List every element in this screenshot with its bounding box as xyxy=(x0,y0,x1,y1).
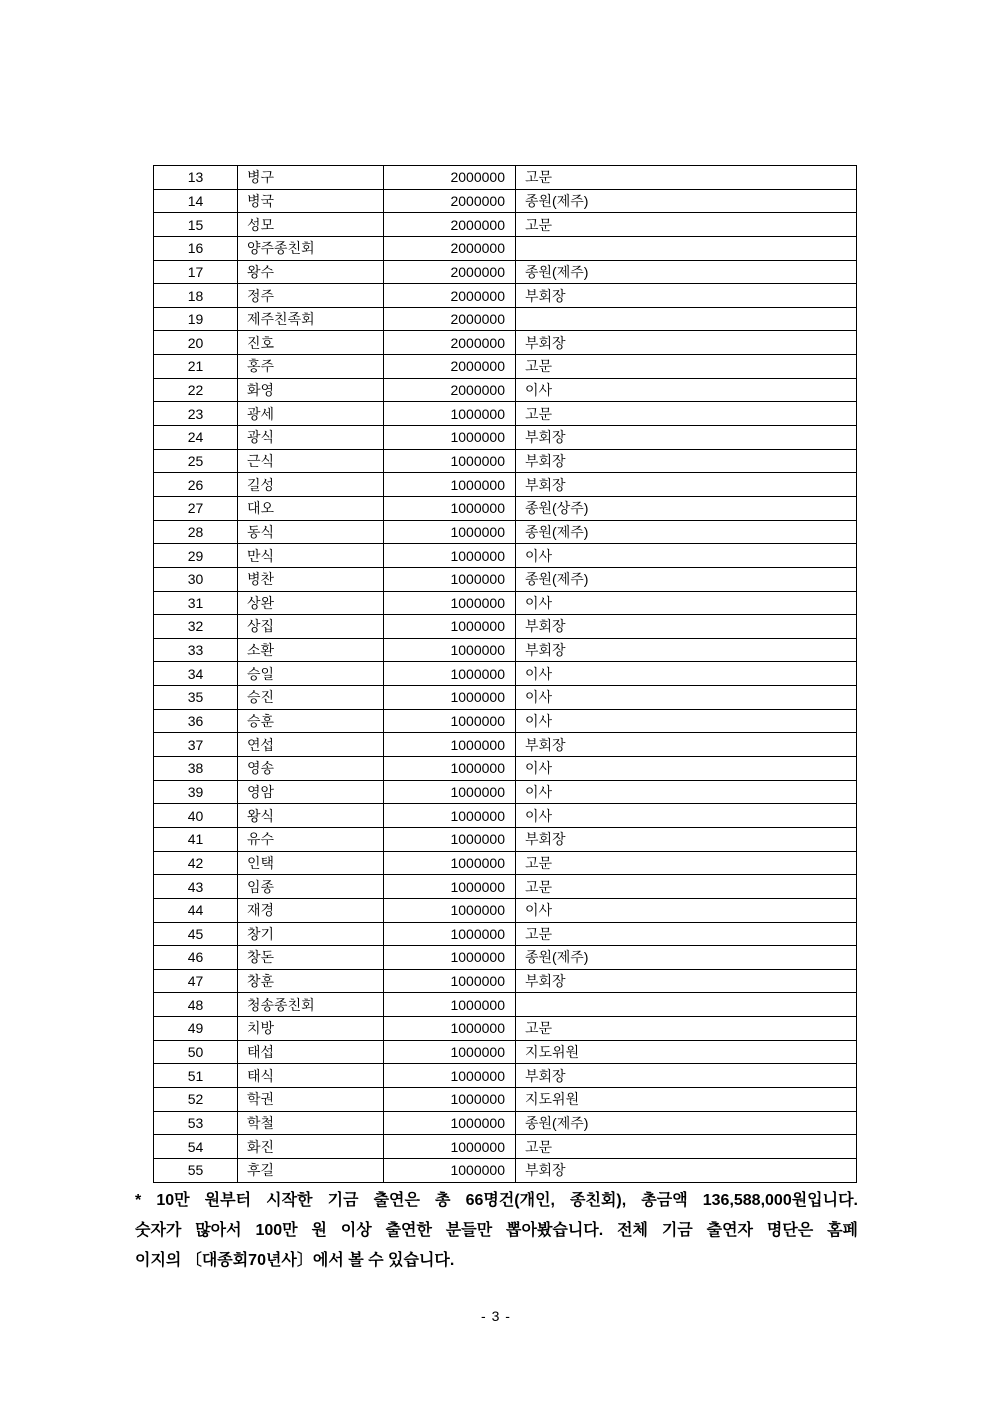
amount-cell: 1000000 xyxy=(384,638,516,662)
role-cell: 고문 xyxy=(516,1017,857,1041)
row-number-cell: 44 xyxy=(154,898,238,922)
amount-cell: 2000000 xyxy=(384,378,516,402)
table-row xyxy=(154,496,857,520)
amount-cell: 1000000 xyxy=(384,1111,516,1135)
role-cell: 지도위원 xyxy=(516,1087,857,1111)
amount-cell: 2000000 xyxy=(384,284,516,308)
amount-cell: 1000000 xyxy=(384,851,516,875)
amount-cell: 1000000 xyxy=(384,520,516,544)
donor-name-cell: 유수 xyxy=(238,827,384,851)
row-number-cell: 47 xyxy=(154,969,238,993)
amount-cell: 1000000 xyxy=(384,993,516,1017)
donor-name-cell: 재경 xyxy=(238,898,384,922)
row-number-cell: 34 xyxy=(154,662,238,686)
donor-name-cell: 승일 xyxy=(238,662,384,686)
table-row xyxy=(154,827,857,851)
donor-name-cell: 홍주 xyxy=(238,355,384,379)
role-cell: 부회장 xyxy=(516,1158,857,1182)
donor-name-cell: 치방 xyxy=(238,1017,384,1041)
table-row xyxy=(154,426,857,450)
amount-cell: 1000000 xyxy=(384,686,516,710)
role-cell: 부회장 xyxy=(516,331,857,355)
row-number-cell: 25 xyxy=(154,449,238,473)
donor-name-cell: 상집 xyxy=(238,615,384,639)
table-row xyxy=(154,378,857,402)
row-number-cell: 52 xyxy=(154,1087,238,1111)
role-cell: 부회장 xyxy=(516,827,857,851)
amount-cell: 1000000 xyxy=(384,662,516,686)
table-row xyxy=(154,757,857,781)
table-row xyxy=(154,1111,857,1135)
role-cell: 이사 xyxy=(516,804,857,828)
amount-cell: 2000000 xyxy=(384,355,516,379)
donor-name-cell: 제주친족회 xyxy=(238,307,384,331)
row-number-cell: 18 xyxy=(154,284,238,308)
row-number-cell: 28 xyxy=(154,520,238,544)
amount-cell: 2000000 xyxy=(384,307,516,331)
role-cell: 고문 xyxy=(516,213,857,237)
role-cell: 고문 xyxy=(516,402,857,426)
donor-name-cell: 병찬 xyxy=(238,567,384,591)
role-cell: 이사 xyxy=(516,686,857,710)
role-cell: 부회장 xyxy=(516,284,857,308)
role-cell: 종원(제주) xyxy=(516,189,857,213)
amount-cell: 1000000 xyxy=(384,1087,516,1111)
row-number-cell: 21 xyxy=(154,355,238,379)
donor-name-cell: 정주 xyxy=(238,284,384,308)
row-number-cell: 24 xyxy=(154,426,238,450)
role-cell: 부회장 xyxy=(516,449,857,473)
amount-cell: 1000000 xyxy=(384,1017,516,1041)
role-cell: 이사 xyxy=(516,709,857,733)
table-row xyxy=(154,898,857,922)
table-row xyxy=(154,473,857,497)
donor-name-cell: 창기 xyxy=(238,922,384,946)
amount-cell: 1000000 xyxy=(384,1064,516,1088)
table-row xyxy=(154,780,857,804)
role-cell: 부회장 xyxy=(516,473,857,497)
donor-name-cell: 영암 xyxy=(238,780,384,804)
donor-name-cell: 청송종친회 xyxy=(238,993,384,1017)
role-cell: 고문 xyxy=(516,875,857,899)
table-row xyxy=(154,567,857,591)
donor-name-cell: 학권 xyxy=(238,1087,384,1111)
donor-name-cell: 병구 xyxy=(238,166,384,190)
donor-name-cell: 화영 xyxy=(238,378,384,402)
table-row xyxy=(154,1017,857,1041)
table-row xyxy=(154,922,857,946)
row-number-cell: 50 xyxy=(154,1040,238,1064)
row-number-cell: 37 xyxy=(154,733,238,757)
page-number: - 3 - xyxy=(481,1308,511,1324)
row-number-cell: 39 xyxy=(154,780,238,804)
donor-name-cell: 왕수 xyxy=(238,260,384,284)
row-number-cell: 54 xyxy=(154,1135,238,1159)
amount-cell: 1000000 xyxy=(384,496,516,520)
table-row xyxy=(154,520,857,544)
role-cell: 종원(제주) xyxy=(516,260,857,284)
amount-cell: 1000000 xyxy=(384,875,516,899)
donor-name-cell: 승훈 xyxy=(238,709,384,733)
table-row xyxy=(154,946,857,970)
role-cell xyxy=(516,307,857,331)
role-cell: 고문 xyxy=(516,166,857,190)
donor-name-cell: 승진 xyxy=(238,686,384,710)
row-number-cell: 16 xyxy=(154,236,238,260)
footnote-line: 이지의 〔대종회70년사〕에서 볼 수 있습니다. xyxy=(135,1252,455,1269)
donor-name-cell: 왕식 xyxy=(238,804,384,828)
table-row xyxy=(154,189,857,213)
donor-name-cell: 인택 xyxy=(238,851,384,875)
amount-cell: 1000000 xyxy=(384,709,516,733)
donor-name-cell: 태식 xyxy=(238,1064,384,1088)
row-number-cell: 23 xyxy=(154,402,238,426)
role-cell: 부회장 xyxy=(516,1064,857,1088)
table-row xyxy=(154,236,857,260)
role-cell: 부회장 xyxy=(516,638,857,662)
amount-cell: 1000000 xyxy=(384,780,516,804)
row-number-cell: 17 xyxy=(154,260,238,284)
role-cell: 고문 xyxy=(516,922,857,946)
donor-name-cell: 영송 xyxy=(238,757,384,781)
table-row xyxy=(154,307,857,331)
amount-cell: 1000000 xyxy=(384,402,516,426)
table-row xyxy=(154,875,857,899)
donor-name-cell: 만식 xyxy=(238,544,384,568)
role-cell: 종원(제주) xyxy=(516,520,857,544)
table-row xyxy=(154,638,857,662)
table-row xyxy=(154,993,857,1017)
row-number-cell: 31 xyxy=(154,591,238,615)
amount-cell: 1000000 xyxy=(384,827,516,851)
amount-cell: 1000000 xyxy=(384,757,516,781)
row-number-cell: 27 xyxy=(154,496,238,520)
row-number-cell: 41 xyxy=(154,827,238,851)
footnote xyxy=(135,1186,858,1276)
row-number-cell: 33 xyxy=(154,638,238,662)
donor-name-cell: 병국 xyxy=(238,189,384,213)
donor-name-cell: 근식 xyxy=(238,449,384,473)
row-number-cell: 36 xyxy=(154,709,238,733)
donor-name-cell: 양주종친회 xyxy=(238,236,384,260)
amount-cell: 2000000 xyxy=(384,189,516,213)
role-cell: 부회장 xyxy=(516,615,857,639)
row-number-cell: 19 xyxy=(154,307,238,331)
amount-cell: 1000000 xyxy=(384,544,516,568)
amount-cell: 1000000 xyxy=(384,567,516,591)
amount-cell: 1000000 xyxy=(384,969,516,993)
amount-cell: 1000000 xyxy=(384,898,516,922)
table-row xyxy=(154,615,857,639)
row-number-cell: 13 xyxy=(154,166,238,190)
fund-contribution-table xyxy=(153,165,857,1183)
role-cell: 고문 xyxy=(516,355,857,379)
amount-cell: 1000000 xyxy=(384,804,516,828)
table-row xyxy=(154,1158,857,1182)
role-cell: 이사 xyxy=(516,591,857,615)
row-number-cell: 20 xyxy=(154,331,238,355)
row-number-cell: 51 xyxy=(154,1064,238,1088)
table-row xyxy=(154,331,857,355)
donor-name-cell: 창돈 xyxy=(238,946,384,970)
amount-cell: 2000000 xyxy=(384,331,516,355)
amount-cell: 1000000 xyxy=(384,1040,516,1064)
row-number-cell: 26 xyxy=(154,473,238,497)
role-cell xyxy=(516,236,857,260)
row-number-cell: 45 xyxy=(154,922,238,946)
role-cell: 이사 xyxy=(516,898,857,922)
role-cell xyxy=(516,993,857,1017)
donor-name-cell: 대오 xyxy=(238,496,384,520)
row-number-cell: 43 xyxy=(154,875,238,899)
role-cell: 종원(제주) xyxy=(516,946,857,970)
amount-cell: 2000000 xyxy=(384,166,516,190)
footnote-line: * 10만 원부터 시작한 기금 출연은 총 66명건(개인, 종친회), 총금액 136,588,000원입니다. xyxy=(135,1192,858,1209)
donor-name-cell: 창훈 xyxy=(238,969,384,993)
amount-cell: 1000000 xyxy=(384,426,516,450)
table-row xyxy=(154,544,857,568)
row-number-cell: 49 xyxy=(154,1017,238,1041)
amount-cell: 1000000 xyxy=(384,946,516,970)
row-number-cell: 32 xyxy=(154,615,238,639)
amount-cell: 2000000 xyxy=(384,236,516,260)
amount-cell: 1000000 xyxy=(384,449,516,473)
amount-cell: 2000000 xyxy=(384,213,516,237)
row-number-cell: 22 xyxy=(154,378,238,402)
donor-name-cell: 광식 xyxy=(238,426,384,450)
row-number-cell: 30 xyxy=(154,567,238,591)
amount-cell: 1000000 xyxy=(384,733,516,757)
donor-name-cell: 길성 xyxy=(238,473,384,497)
table-row xyxy=(154,355,857,379)
fund-table-body xyxy=(154,166,857,1183)
role-cell: 이사 xyxy=(516,378,857,402)
donor-name-cell: 화진 xyxy=(238,1135,384,1159)
role-cell: 고문 xyxy=(516,1135,857,1159)
table-row xyxy=(154,686,857,710)
donor-name-cell: 연섭 xyxy=(238,733,384,757)
donor-name-cell: 후길 xyxy=(238,1158,384,1182)
row-number-cell: 46 xyxy=(154,946,238,970)
table-row xyxy=(154,1040,857,1064)
donor-name-cell: 소환 xyxy=(238,638,384,662)
role-cell: 이사 xyxy=(516,662,857,686)
amount-cell: 1000000 xyxy=(384,1158,516,1182)
role-cell: 지도위원 xyxy=(516,1040,857,1064)
row-number-cell: 40 xyxy=(154,804,238,828)
table-row xyxy=(154,591,857,615)
footnote-line: 숫자가 많아서 100만 원 이상 출연한 분들만 뽑아봤습니다. 전체 기금 출연자 명단은 홈페 xyxy=(135,1222,858,1239)
row-number-cell: 48 xyxy=(154,993,238,1017)
amount-cell: 2000000 xyxy=(384,260,516,284)
row-number-cell: 29 xyxy=(154,544,238,568)
row-number-cell: 55 xyxy=(154,1158,238,1182)
table-row xyxy=(154,804,857,828)
donor-name-cell: 동식 xyxy=(238,520,384,544)
amount-cell: 1000000 xyxy=(384,473,516,497)
donor-name-cell: 상완 xyxy=(238,591,384,615)
role-cell: 고문 xyxy=(516,851,857,875)
role-cell: 부회장 xyxy=(516,733,857,757)
table-row xyxy=(154,709,857,733)
row-number-cell: 35 xyxy=(154,686,238,710)
table-row xyxy=(154,1087,857,1111)
role-cell: 종원(제주) xyxy=(516,567,857,591)
table-row xyxy=(154,662,857,686)
donor-name-cell: 임종 xyxy=(238,875,384,899)
row-number-cell: 53 xyxy=(154,1111,238,1135)
table-row xyxy=(154,402,857,426)
donor-name-cell: 성모 xyxy=(238,213,384,237)
role-cell: 부회장 xyxy=(516,969,857,993)
table-row xyxy=(154,260,857,284)
role-cell: 이사 xyxy=(516,757,857,781)
row-number-cell: 42 xyxy=(154,851,238,875)
row-number-cell: 15 xyxy=(154,213,238,237)
row-number-cell: 38 xyxy=(154,757,238,781)
table-row xyxy=(154,851,857,875)
donor-name-cell: 학철 xyxy=(238,1111,384,1135)
table-row xyxy=(154,969,857,993)
amount-cell: 1000000 xyxy=(384,615,516,639)
role-cell: 종원(상주) xyxy=(516,496,857,520)
role-cell: 종원(제주) xyxy=(516,1111,857,1135)
table-row xyxy=(154,733,857,757)
table-row xyxy=(154,1064,857,1088)
role-cell: 이사 xyxy=(516,544,857,568)
table-row xyxy=(154,1135,857,1159)
table-row xyxy=(154,449,857,473)
table-row xyxy=(154,166,857,190)
role-cell: 부회장 xyxy=(516,426,857,450)
donor-name-cell: 태섭 xyxy=(238,1040,384,1064)
amount-cell: 1000000 xyxy=(384,1135,516,1159)
amount-cell: 1000000 xyxy=(384,922,516,946)
row-number-cell: 14 xyxy=(154,189,238,213)
table-row xyxy=(154,284,857,308)
amount-cell: 1000000 xyxy=(384,591,516,615)
role-cell: 이사 xyxy=(516,780,857,804)
donor-name-cell: 진호 xyxy=(238,331,384,355)
donor-name-cell: 광세 xyxy=(238,402,384,426)
table-row xyxy=(154,213,857,237)
